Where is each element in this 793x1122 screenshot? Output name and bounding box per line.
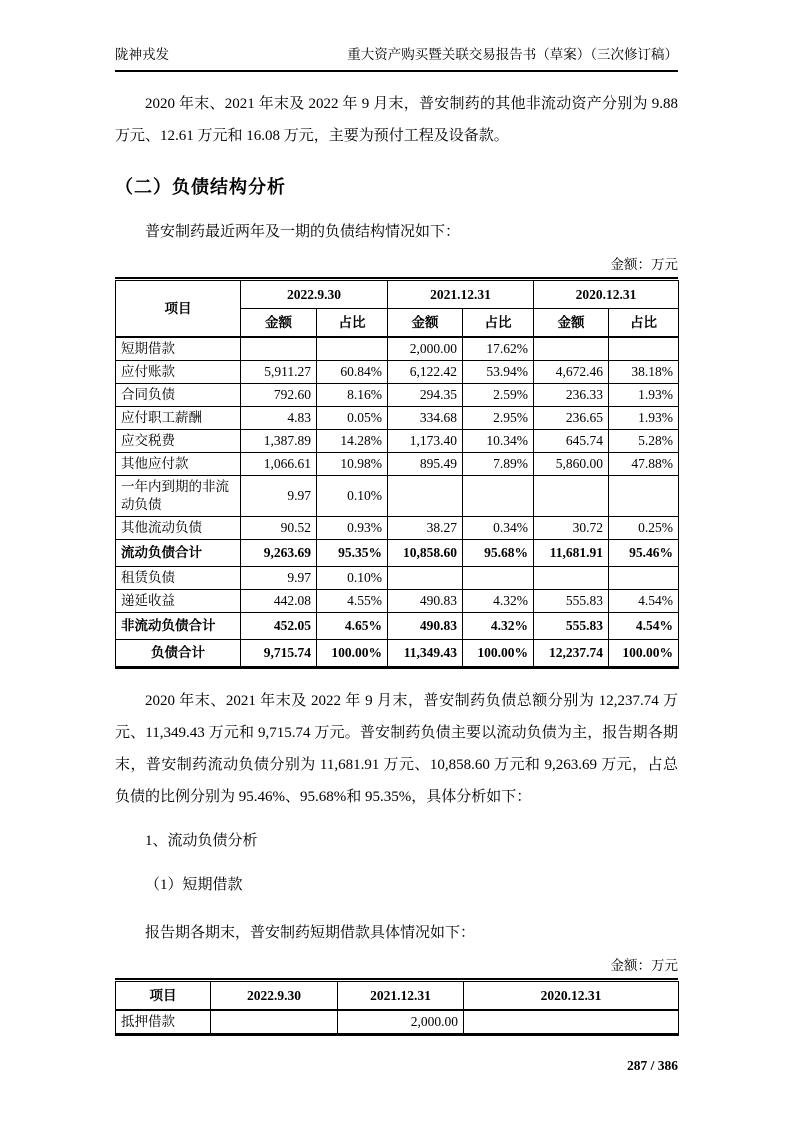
page-number: 287 / 386 bbox=[626, 1058, 678, 1073]
table-row bbox=[116, 590, 679, 613]
row-value: 442.08 bbox=[241, 590, 317, 613]
row-value: 6,122.42 bbox=[388, 361, 463, 384]
row-label: 一年内到期的非流动负债 bbox=[116, 476, 241, 517]
column-header-period-2020: 2020.12.31 bbox=[534, 281, 679, 309]
row-value: 236.65 bbox=[534, 407, 609, 430]
column-header-period-2020: 2020.12.31 bbox=[464, 982, 679, 1011]
row-value: 9,715.74 bbox=[241, 640, 317, 668]
row-value: 11,681.91 bbox=[534, 540, 609, 567]
row-value bbox=[464, 1010, 679, 1035]
row-label: 应付职工薪酬 bbox=[116, 407, 241, 430]
table-row bbox=[116, 361, 679, 384]
liability-table-body bbox=[116, 337, 679, 668]
table-row bbox=[116, 613, 679, 640]
table-row bbox=[116, 430, 679, 453]
row-label: 非流动负债合计 bbox=[116, 613, 241, 640]
row-label: 应付账款 bbox=[116, 361, 241, 384]
short-term-loan-lead: 报告期各期末，普安制药短期借款具体情况如下： bbox=[145, 925, 476, 941]
row-value: 95.35% bbox=[317, 540, 388, 567]
table-row bbox=[116, 453, 679, 476]
row-value: 4.32% bbox=[463, 613, 534, 640]
row-value: 100.00% bbox=[609, 640, 679, 668]
row-value: 1.93% bbox=[609, 384, 679, 407]
row-label: 递延收益 bbox=[116, 590, 241, 613]
row-value: 11,349.43 bbox=[388, 640, 463, 668]
row-value: 0.93% bbox=[317, 517, 388, 540]
row-value: 38.18% bbox=[609, 361, 679, 384]
column-header-period-2022: 2022.9.30 bbox=[211, 982, 338, 1011]
row-value: 2,000.00 bbox=[338, 1010, 464, 1035]
row-value: 1,387.89 bbox=[241, 430, 317, 453]
column-header-item: 项目 bbox=[116, 982, 211, 1011]
row-value bbox=[211, 1010, 338, 1035]
row-value: 2.59% bbox=[463, 384, 534, 407]
row-value bbox=[609, 476, 679, 517]
column-header-item: 项目 bbox=[116, 281, 241, 338]
row-value: 10,858.60 bbox=[388, 540, 463, 567]
row-value: 490.83 bbox=[388, 613, 463, 640]
row-label: 应交税费 bbox=[116, 430, 241, 453]
row-value: 60.84% bbox=[317, 361, 388, 384]
unit-label: 金额：万元 bbox=[610, 257, 678, 272]
row-value bbox=[463, 567, 534, 590]
section-heading-liability-structure: （二）负债结构分析 bbox=[115, 177, 286, 197]
liability-structure-table-grid bbox=[115, 280, 679, 669]
loan-table-header bbox=[116, 982, 679, 1011]
row-value bbox=[241, 337, 317, 361]
row-value: 95.68% bbox=[463, 540, 534, 567]
row-value: 53.94% bbox=[463, 361, 534, 384]
unit-label: 金额：万元 bbox=[610, 958, 678, 973]
row-label: 合同负债 bbox=[116, 384, 241, 407]
header-company-name: 陇神戎发 bbox=[115, 47, 169, 62]
table-row bbox=[116, 540, 679, 567]
row-value: 2,000.00 bbox=[388, 337, 463, 361]
table-header-row bbox=[116, 281, 679, 309]
short-term-loan-table bbox=[115, 978, 678, 1036]
table-row bbox=[116, 407, 679, 430]
row-value: 12,237.74 bbox=[534, 640, 609, 668]
row-label: 流动负债合计 bbox=[116, 540, 241, 567]
column-header-period-2021: 2021.12.31 bbox=[388, 281, 534, 309]
short-term-loan-table-grid bbox=[115, 981, 679, 1036]
row-value: 38.27 bbox=[388, 517, 463, 540]
row-value: 555.83 bbox=[534, 590, 609, 613]
row-value bbox=[534, 476, 609, 517]
row-value bbox=[609, 567, 679, 590]
row-value: 4.55% bbox=[317, 590, 388, 613]
row-value: 1.93% bbox=[609, 407, 679, 430]
row-value: 8.16% bbox=[317, 384, 388, 407]
row-value: 4.32% bbox=[463, 590, 534, 613]
subheader-amount: 金额 bbox=[534, 309, 609, 338]
liability-structure-lead: 普安制药最近两年及一期的负债结构情况如下： bbox=[145, 224, 461, 240]
row-value: 1,173.40 bbox=[388, 430, 463, 453]
row-value: 100.00% bbox=[317, 640, 388, 668]
row-value: 334.68 bbox=[388, 407, 463, 430]
table-row bbox=[116, 1010, 679, 1035]
table-row bbox=[116, 384, 679, 407]
liability-analysis-paragraph: 2020 年末、2021 年末及 2022 年 9 月末，普安制药负债总额分别为 12,237.74 万元、11,349.43 万元和 9,715.74 万元。普安制药负债主要以流动负债为主，报告期各期末，普安制药流动负债分别为 11,681.91 万元、10,858.60 万元和 9,263.69 万元，占总负债的比例分别为 95.46%、95.68%和 95.35%，具体分析如下： bbox=[115, 693, 678, 805]
row-value: 0.25% bbox=[609, 517, 679, 540]
row-value: 9,263.69 bbox=[241, 540, 317, 567]
row-value: 10.98% bbox=[317, 453, 388, 476]
liability-table-header bbox=[116, 281, 679, 338]
subheader-ratio: 占比 bbox=[609, 309, 679, 338]
row-label: 其他应付款 bbox=[116, 453, 241, 476]
loan-table-body bbox=[116, 1010, 679, 1035]
row-value: 4.54% bbox=[609, 590, 679, 613]
row-value: 0.34% bbox=[463, 517, 534, 540]
table-header-row bbox=[116, 982, 679, 1011]
row-value: 4.65% bbox=[317, 613, 388, 640]
subsection-short-term-loans: （1）短期借款 bbox=[145, 877, 243, 893]
subheader-ratio: 占比 bbox=[463, 309, 534, 338]
row-value: 452.05 bbox=[241, 613, 317, 640]
table-row bbox=[116, 517, 679, 540]
subheader-amount: 金额 bbox=[388, 309, 463, 338]
row-value: 7.89% bbox=[463, 453, 534, 476]
row-value: 5.28% bbox=[609, 430, 679, 453]
table-row bbox=[116, 476, 679, 517]
row-value bbox=[534, 337, 609, 361]
row-value bbox=[388, 567, 463, 590]
row-value: 95.46% bbox=[609, 540, 679, 567]
row-value: 9.97 bbox=[241, 476, 317, 517]
row-value: 294.35 bbox=[388, 384, 463, 407]
row-value: 30.72 bbox=[534, 517, 609, 540]
subsection-current-liability-analysis: 1、流动负债分析 bbox=[145, 833, 258, 849]
row-value bbox=[534, 567, 609, 590]
row-value: 4,672.46 bbox=[534, 361, 609, 384]
row-label: 抵押借款 bbox=[116, 1010, 211, 1035]
row-label: 其他流动负债 bbox=[116, 517, 241, 540]
row-value: 4.54% bbox=[609, 613, 679, 640]
subheader-amount: 金额 bbox=[241, 309, 317, 338]
column-header-period-2021: 2021.12.31 bbox=[338, 982, 464, 1011]
row-value bbox=[463, 476, 534, 517]
row-value: 1,066.61 bbox=[241, 453, 317, 476]
row-value: 5,911.27 bbox=[241, 361, 317, 384]
row-value: 47.88% bbox=[609, 453, 679, 476]
row-value: 555.83 bbox=[534, 613, 609, 640]
row-label: 负债合计 bbox=[116, 640, 241, 668]
row-value: 895.49 bbox=[388, 453, 463, 476]
table-row bbox=[116, 640, 679, 668]
row-value: 4.83 bbox=[241, 407, 317, 430]
page-header bbox=[115, 46, 678, 72]
page-footer bbox=[115, 1058, 678, 1074]
row-value: 0.10% bbox=[317, 567, 388, 590]
column-header-period-2022: 2022.9.30 bbox=[241, 281, 388, 309]
other-noncurrent-assets-paragraph: 2020 年末、2021 年末及 2022 年 9 月末，普安制药的其他非流动资产分别为 9.88 万元、12.61 万元和 16.08 万元，主要为预付工程及设备款。 bbox=[115, 96, 678, 144]
row-value bbox=[317, 337, 388, 361]
subheader-ratio: 占比 bbox=[317, 309, 388, 338]
table-row bbox=[116, 337, 679, 361]
row-label: 租赁负债 bbox=[116, 567, 241, 590]
row-value: 0.05% bbox=[317, 407, 388, 430]
row-value: 100.00% bbox=[463, 640, 534, 668]
liability-structure-table bbox=[115, 277, 678, 669]
row-value: 10.34% bbox=[463, 430, 534, 453]
row-value bbox=[388, 476, 463, 517]
row-value: 2.95% bbox=[463, 407, 534, 430]
row-value: 236.33 bbox=[534, 384, 609, 407]
row-value: 14.28% bbox=[317, 430, 388, 453]
row-value: 792.60 bbox=[241, 384, 317, 407]
header-report-title: 重大资产购买暨关联交易报告书（草案）（三次修订稿） bbox=[347, 47, 678, 62]
row-value bbox=[609, 337, 679, 361]
row-label: 短期借款 bbox=[116, 337, 241, 361]
table-row bbox=[116, 567, 679, 590]
row-value: 0.10% bbox=[317, 476, 388, 517]
row-value: 5,860.00 bbox=[534, 453, 609, 476]
row-value: 17.62% bbox=[463, 337, 534, 361]
row-value: 490.83 bbox=[388, 590, 463, 613]
row-value: 645.74 bbox=[534, 430, 609, 453]
row-value: 9.97 bbox=[241, 567, 317, 590]
row-value: 90.52 bbox=[241, 517, 317, 540]
